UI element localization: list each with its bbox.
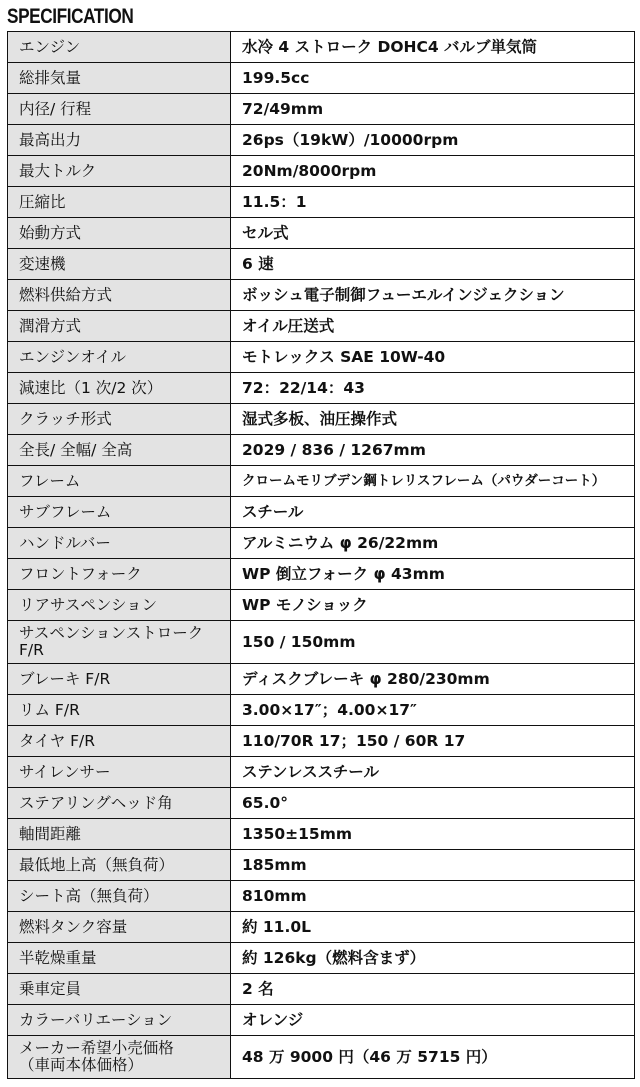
spec-value: 水冷 4 ストローク DOHC4 バルブ単気筒: [231, 32, 635, 63]
spec-label: サスペンションストローク F/R: [8, 621, 231, 664]
spec-row-brakes: [8, 664, 635, 695]
spec-value: 20Nm/8000rpm: [231, 156, 635, 187]
spec-row-silencer: [8, 757, 635, 788]
spec-label: ハンドルバー: [8, 528, 231, 559]
spec-row-bore-stroke: [8, 94, 635, 125]
spec-value: ディスクブレーキ φ 280/230mm: [231, 664, 635, 695]
spec-row-dry-weight: [8, 943, 635, 974]
spec-row-color: [8, 1005, 635, 1036]
spec-row-ground-clearance: [8, 850, 635, 881]
spec-label: 軸間距離: [8, 819, 231, 850]
spec-label: 全長/ 全幅/ 全高: [8, 435, 231, 466]
spec-value: セル式: [231, 218, 635, 249]
spec-label: 総排気量: [8, 63, 231, 94]
spec-row-displacement: [8, 63, 635, 94]
spec-value: クロームモリブデン鋼トレリスフレーム（パウダーコート）: [231, 466, 635, 497]
spec-label: 最大トルク: [8, 156, 231, 187]
spec-label: サブフレーム: [8, 497, 231, 528]
spec-label: サイレンサー: [8, 757, 231, 788]
spec-value: WP 倒立フォーク φ 43mm: [231, 559, 635, 590]
spec-value: 48 万 9000 円（46 万 5715 円）: [231, 1036, 635, 1079]
spec-row-starter: [8, 218, 635, 249]
spec-value: WP モノショック: [231, 590, 635, 621]
spec-label: ブレーキ F/R: [8, 664, 231, 695]
spec-row-engine-oil: [8, 342, 635, 373]
spec-row-fuel-system: [8, 280, 635, 311]
spec-row-tires: [8, 726, 635, 757]
spec-value: 150 / 150mm: [231, 621, 635, 664]
spec-row-rims: [8, 695, 635, 726]
spec-row-steering-head-angle: [8, 788, 635, 819]
spec-row-max-power: [8, 125, 635, 156]
spec-label: リム F/R: [8, 695, 231, 726]
spec-value: 6 速: [231, 249, 635, 280]
spec-label: メーカー希望小売価格 （車両本体価格）: [8, 1036, 231, 1079]
spec-row-front-fork: [8, 559, 635, 590]
spec-row-price: [8, 1036, 635, 1079]
spec-row-clutch: [8, 404, 635, 435]
spec-value: 湿式多板、油圧操作式: [231, 404, 635, 435]
spec-value: 26ps（19kW）/10000rpm: [231, 125, 635, 156]
spec-value: 72/49mm: [231, 94, 635, 125]
spec-value: スチール: [231, 497, 635, 528]
spec-label: リアサスペンション: [8, 590, 231, 621]
spec-label: 燃料タンク容量: [8, 912, 231, 943]
spec-label: カラーバリエーション: [8, 1005, 231, 1036]
spec-value: 110/70R 17；150 / 60R 17: [231, 726, 635, 757]
spec-value: オレンジ: [231, 1005, 635, 1036]
spec-label: 乗車定員: [8, 974, 231, 1005]
spec-label: 最高出力: [8, 125, 231, 156]
spec-value: 72：22/14：43: [231, 373, 635, 404]
spec-label: フロントフォーク: [8, 559, 231, 590]
spec-label: 燃料供給方式: [8, 280, 231, 311]
spec-label: ステアリングヘッド角: [8, 788, 231, 819]
spec-row-subframe: [8, 497, 635, 528]
spec-value: 65.0°: [231, 788, 635, 819]
spec-label: 潤滑方式: [8, 311, 231, 342]
spec-row-seat-height: [8, 881, 635, 912]
page-title: SPECIFICATION: [7, 5, 134, 28]
spec-value: 3.00×17″；4.00×17″: [231, 695, 635, 726]
spec-row-frame: [8, 466, 635, 497]
spec-row-compression: [8, 187, 635, 218]
spec-label: 半乾燥重量: [8, 943, 231, 974]
spec-value: アルミニウム φ 26/22mm: [231, 528, 635, 559]
spec-label: 内径/ 行程: [8, 94, 231, 125]
spec-row-dimensions: [8, 435, 635, 466]
spec-row-max-torque: [8, 156, 635, 187]
spec-value: 約 11.0L: [231, 912, 635, 943]
spec-value: 2029 / 836 / 1267mm: [231, 435, 635, 466]
spec-value: ボッシュ電子制御フューエルインジェクション: [231, 280, 635, 311]
spec-value: オイル圧送式: [231, 311, 635, 342]
spec-label: シート高（無負荷）: [8, 881, 231, 912]
spec-value: 約 126kg（燃料含まず）: [231, 943, 635, 974]
spec-row-suspension-stroke: [8, 621, 635, 664]
spec-value: ステンレススチール: [231, 757, 635, 788]
spec-value: 185mm: [231, 850, 635, 881]
spec-table: [7, 31, 635, 1079]
spec-row-handlebar: [8, 528, 635, 559]
spec-row-capacity: [8, 974, 635, 1005]
spec-label: 変速機: [8, 249, 231, 280]
spec-value: 1350±15mm: [231, 819, 635, 850]
spec-value: 810mm: [231, 881, 635, 912]
spec-value: 199.5cc: [231, 63, 635, 94]
spec-row-transmission: [8, 249, 635, 280]
spec-label: 始動方式: [8, 218, 231, 249]
spec-row-engine: [8, 32, 635, 63]
spec-label: 圧縮比: [8, 187, 231, 218]
spec-row-lubrication: [8, 311, 635, 342]
spec-label: クラッチ形式: [8, 404, 231, 435]
spec-label: フレーム: [8, 466, 231, 497]
spec-row-reduction-ratio: [8, 373, 635, 404]
spec-label: エンジン: [8, 32, 231, 63]
spec-label: 最低地上高（無負荷）: [8, 850, 231, 881]
spec-label: エンジンオイル: [8, 342, 231, 373]
spec-row-rear-suspension: [8, 590, 635, 621]
spec-value: 11.5：1: [231, 187, 635, 218]
spec-value: 2 名: [231, 974, 635, 1005]
spec-row-fuel-tank: [8, 912, 635, 943]
spec-row-wheelbase: [8, 819, 635, 850]
spec-label: 減速比（1 次/2 次）: [8, 373, 231, 404]
spec-label: タイヤ F/R: [8, 726, 231, 757]
spec-value: モトレックス SAE 10W-40: [231, 342, 635, 373]
